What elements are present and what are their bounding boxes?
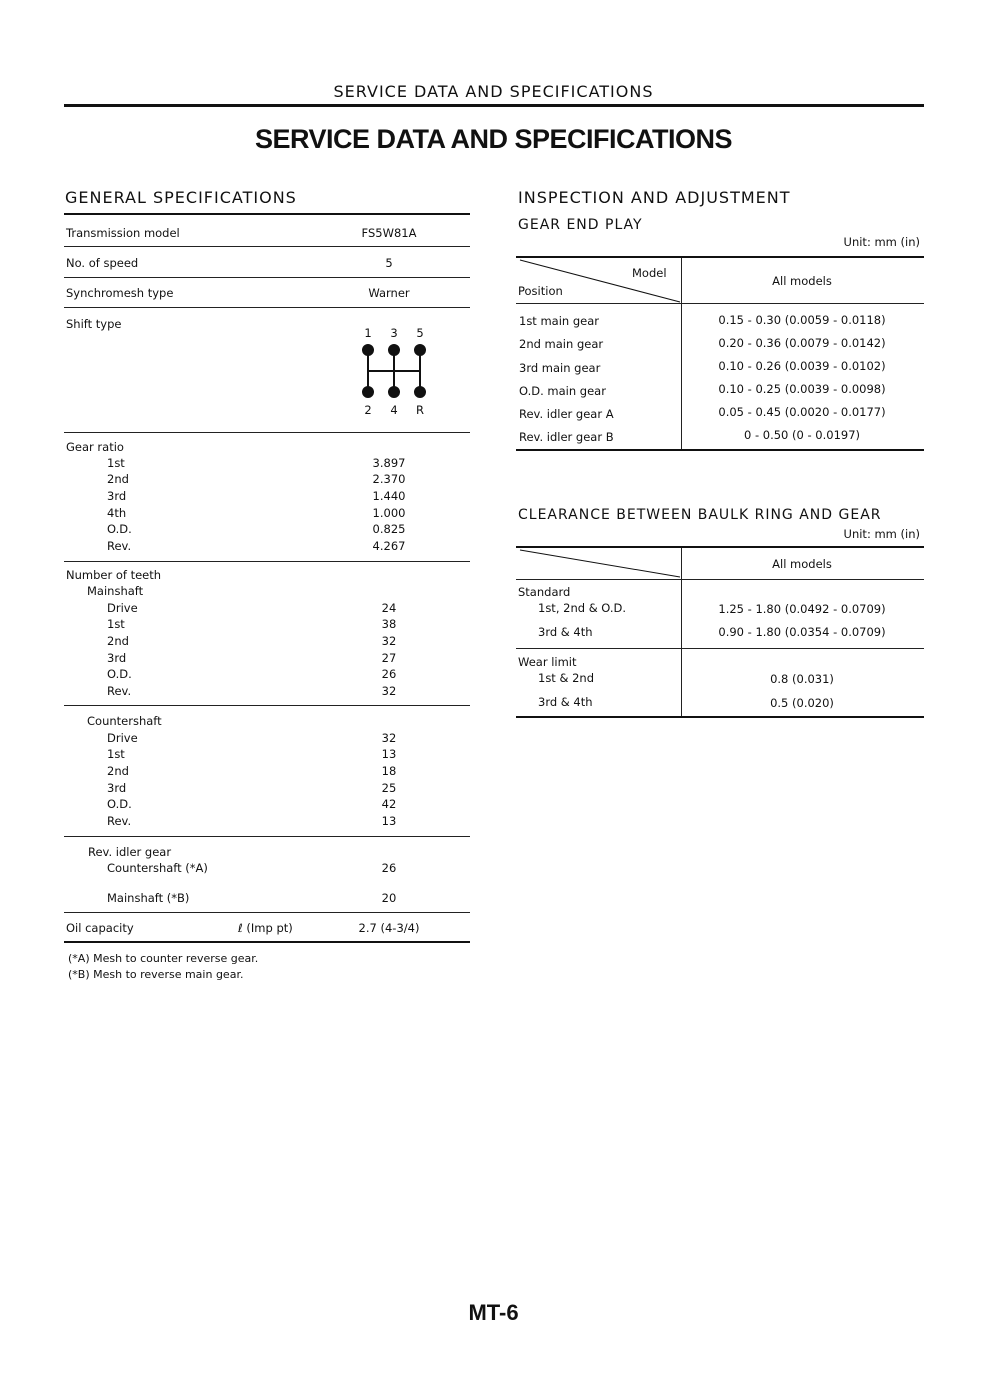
gear-ratio-row-label: O.D. [107, 522, 132, 536]
table-bottom-rule [64, 941, 470, 943]
end-play-header-all-models: All models [772, 274, 832, 288]
transmission-model-value: FS5W81A [361, 226, 417, 240]
teeth-label: Number of teeth [66, 568, 162, 582]
shift-label-2: 2 [364, 403, 372, 417]
end-play-column-divider [681, 258, 682, 450]
mainshaft-row-label: O.D. [107, 667, 132, 681]
clearance-standard-label: Standard [518, 585, 571, 599]
shift-label-5: 5 [416, 326, 424, 340]
rev-idler-row-label: Countershaft (*A) [107, 861, 208, 875]
end-play-row-label: 3rd main gear [519, 361, 601, 375]
gear-ratio-row-label: 4th [107, 506, 127, 520]
clearance-row-label: 1st & 2nd [538, 671, 595, 685]
countershaft-row-value: 18 [381, 764, 397, 778]
end-play-row-value: 0.10 - 0.25 (0.0039 - 0.0098) [718, 382, 886, 396]
mainshaft-row-label: Rev. [107, 684, 132, 698]
shift-label-r: R [416, 403, 424, 417]
page-title: SERVICE DATA AND SPECIFICATIONS [254, 124, 733, 154]
mainshaft-row-label: 2nd [107, 634, 129, 648]
shift-type-label: Shift type [66, 317, 122, 331]
clearance-row-label: 1st, 2nd & O.D. [538, 601, 627, 615]
gear-ratio-row-label: Rev. [107, 539, 132, 553]
countershaft-label: Countershaft [87, 714, 162, 728]
gear-ratio-row-label: 2nd [107, 472, 129, 486]
row-divider [64, 836, 470, 837]
general-specs-title: GENERAL SPECIFICATIONS [65, 188, 297, 207]
end-play-row-value: 0.15 - 0.30 (0.0059 - 0.0118) [718, 313, 886, 327]
row-divider [64, 307, 470, 308]
inspection-title: INSPECTION AND ADJUSTMENT [518, 188, 791, 207]
countershaft-row-label: Rev. [107, 814, 132, 828]
running-head: SERVICE DATA AND SPECIFICATIONS [333, 82, 654, 101]
oil-capacity-unit: ℓ (Imp pt) [238, 921, 293, 935]
countershaft-row-value: 13 [381, 747, 397, 761]
mainshaft-row-value: 38 [381, 617, 397, 631]
gear-ratio-row-value: 0.825 [372, 522, 406, 536]
mainshaft-row-label: Drive [107, 601, 138, 615]
gear-ratio-row-value: 1.440 [372, 489, 406, 503]
end-play-row-label: 1st main gear [519, 314, 600, 328]
end-play-row-value: 0.20 - 0.36 (0.0079 - 0.0142) [718, 336, 886, 350]
end-play-row-label: Rev. idler gear A [519, 407, 614, 421]
clearance-header-all-models: All models [772, 557, 832, 571]
clearance-title: CLEARANCE BETWEEN BAULK RING AND GEAR [518, 507, 882, 523]
end-play-header-rule [516, 303, 924, 304]
row-divider [64, 432, 470, 433]
rev-idler-row-label: Mainshaft (*B) [107, 891, 190, 905]
row-divider [64, 705, 470, 706]
row-divider [64, 561, 470, 562]
end-play-bottom-rule [516, 449, 924, 451]
shift-pattern-icon [355, 340, 435, 400]
oil-capacity-label: Oil capacity [66, 921, 134, 935]
end-play-unit: Unit: mm (in) [843, 235, 920, 249]
clearance-wear-label: Wear limit [518, 655, 577, 669]
clearance-bottom-rule [516, 716, 924, 718]
countershaft-row-value: 32 [381, 731, 397, 745]
countershaft-row-value: 25 [381, 781, 397, 795]
mainshaft-row-label: 1st [107, 617, 125, 631]
countershaft-row-label: 2nd [107, 764, 129, 778]
gear-ratio-row-value: 4.267 [372, 539, 406, 553]
mainshaft-row-value: 32 [381, 634, 397, 648]
shift-label-3: 3 [390, 326, 398, 340]
gear-ratio-row-label: 1st [107, 456, 125, 470]
row-divider [64, 912, 470, 913]
footnote-b: (*B) Mesh to reverse main gear. [68, 968, 244, 981]
countershaft-row-label: Drive [107, 731, 138, 745]
countershaft-row-label: 3rd [107, 781, 127, 795]
rev-idler-row-value: 26 [381, 861, 397, 875]
page-number: MT-6 [468, 1300, 519, 1325]
mainshaft-row-label: 3rd [107, 651, 127, 665]
mainshaft-row-value: 24 [381, 601, 397, 615]
synchromesh-label: Synchromesh type [66, 286, 174, 300]
gear-ratio-row-value: 3.897 [372, 456, 406, 470]
countershaft-row-label: 1st [107, 747, 125, 761]
countershaft-row-value: 42 [381, 797, 397, 811]
clearance-row-value: 1.25 - 1.80 (0.0492 - 0.0709) [718, 602, 886, 616]
end-play-row-value: 0.05 - 0.45 (0.0020 - 0.0177) [718, 405, 886, 419]
end-play-row-label: Rev. idler gear B [519, 430, 614, 444]
gear-ratio-label: Gear ratio [66, 440, 124, 454]
gear-end-play-title: GEAR END PLAY [518, 217, 643, 233]
end-play-row-value: 0 - 0.50 (0 - 0.0197) [743, 428, 861, 442]
gear-ratio-row-value: 1.000 [372, 506, 406, 520]
end-play-row-label: 2nd main gear [519, 337, 604, 351]
clearance-row-value: 0.8 (0.031) [770, 672, 834, 686]
clearance-header-diagonal [518, 548, 682, 579]
transmission-model-label: Transmission model [66, 226, 180, 240]
end-play-row-value: 0.10 - 0.26 (0.0039 - 0.0102) [718, 359, 886, 373]
shift-label-4: 4 [390, 403, 398, 417]
row-divider [64, 246, 470, 247]
gear-ratio-row-label: 3rd [107, 489, 127, 503]
no-of-speed-value: 5 [385, 256, 393, 270]
clearance-header-rule [516, 579, 924, 580]
clearance-row-label: 3rd & 4th [538, 695, 593, 709]
countershaft-row-label: O.D. [107, 797, 132, 811]
synchromesh-value: Warner [368, 286, 410, 300]
mainshaft-row-value: 26 [381, 667, 397, 681]
countershaft-row-value: 13 [381, 814, 397, 828]
clearance-row-divider [516, 648, 924, 649]
mainshaft-row-value: 32 [381, 684, 397, 698]
rev-idler-label: Rev. idler gear [88, 845, 172, 859]
footnote-a: (*A) Mesh to counter reverse gear. [68, 952, 259, 965]
mainshaft-label: Mainshaft [87, 584, 144, 598]
table-top-rule [64, 213, 470, 215]
shift-label-1: 1 [364, 326, 372, 340]
clearance-row-value: 0.5 (0.020) [770, 696, 834, 710]
oil-capacity-value: 2.7 (4-3/4) [358, 921, 420, 935]
row-divider [64, 277, 470, 278]
end-play-row-label: O.D. main gear [519, 384, 606, 398]
no-of-speed-label: No. of speed [66, 256, 139, 270]
rev-idler-row-value: 20 [381, 891, 397, 905]
header-rule [64, 104, 924, 107]
clearance-row-value: 0.90 - 1.80 (0.0354 - 0.0709) [718, 625, 886, 639]
clearance-unit: Unit: mm (in) [843, 527, 920, 541]
gear-ratio-row-value: 2.370 [372, 472, 406, 486]
mainshaft-row-value: 27 [381, 651, 397, 665]
end-play-header-model: Model [632, 266, 667, 280]
end-play-header-position: Position [518, 284, 563, 298]
clearance-row-label: 3rd & 4th [538, 625, 593, 639]
